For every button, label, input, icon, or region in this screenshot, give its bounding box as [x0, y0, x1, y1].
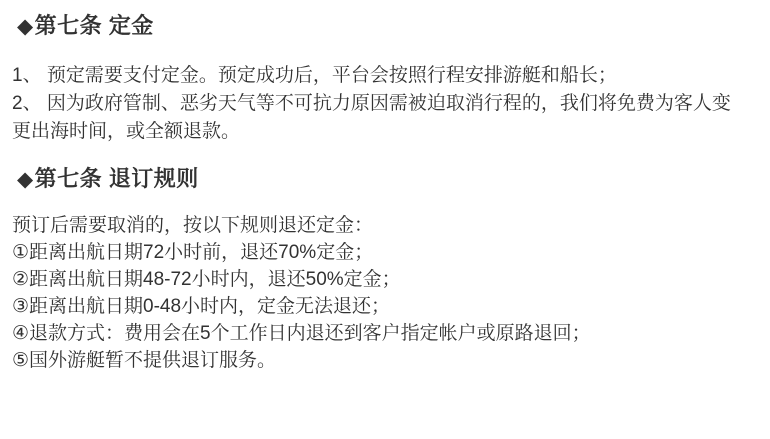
- refund-rule-2: ②距离出航日期48-72小时内，退还50%定金；: [12, 269, 401, 290]
- diamond-bullet-icon: ◆: [17, 168, 34, 191]
- refund-rule-3: ③距离出航日期0-48小时内，定金无法退还；: [12, 296, 391, 317]
- section-heading-refund-rules: [12, 166, 748, 193]
- deposit-paragraph-2: 2、 因为政府管制、恶劣天气等不可抗力原因需被迫取消行程的，我们将免费为客人变更出海时间，或全额退款。: [12, 93, 731, 142]
- refund-rules-intro: 预订后需要取消的，按以下规则退还定金：: [12, 215, 374, 236]
- refund-rule-5: ⑤国外游艇暂不提供退订服务。: [12, 350, 277, 371]
- refund-rule-1: ①距离出航日期72小时前，退还70%定金；: [12, 242, 374, 263]
- deposit-paragraph-1: 1、 预定需要支付定金。预定成功后，平台会按照行程安排游艇和船长；: [12, 65, 617, 86]
- section-heading-deposit: [12, 13, 748, 40]
- refund-rule-4: ④退款方式：费用会在5个工作日内退还到客户指定帐户或原路退回；: [12, 323, 591, 344]
- refund-rules-block: [12, 212, 748, 374]
- section-heading-refund-rules-label: 第七条 退订规则: [34, 166, 199, 191]
- diamond-bullet-icon: ◆: [17, 15, 34, 38]
- section-heading-deposit-label: 第七条 定金: [34, 13, 154, 38]
